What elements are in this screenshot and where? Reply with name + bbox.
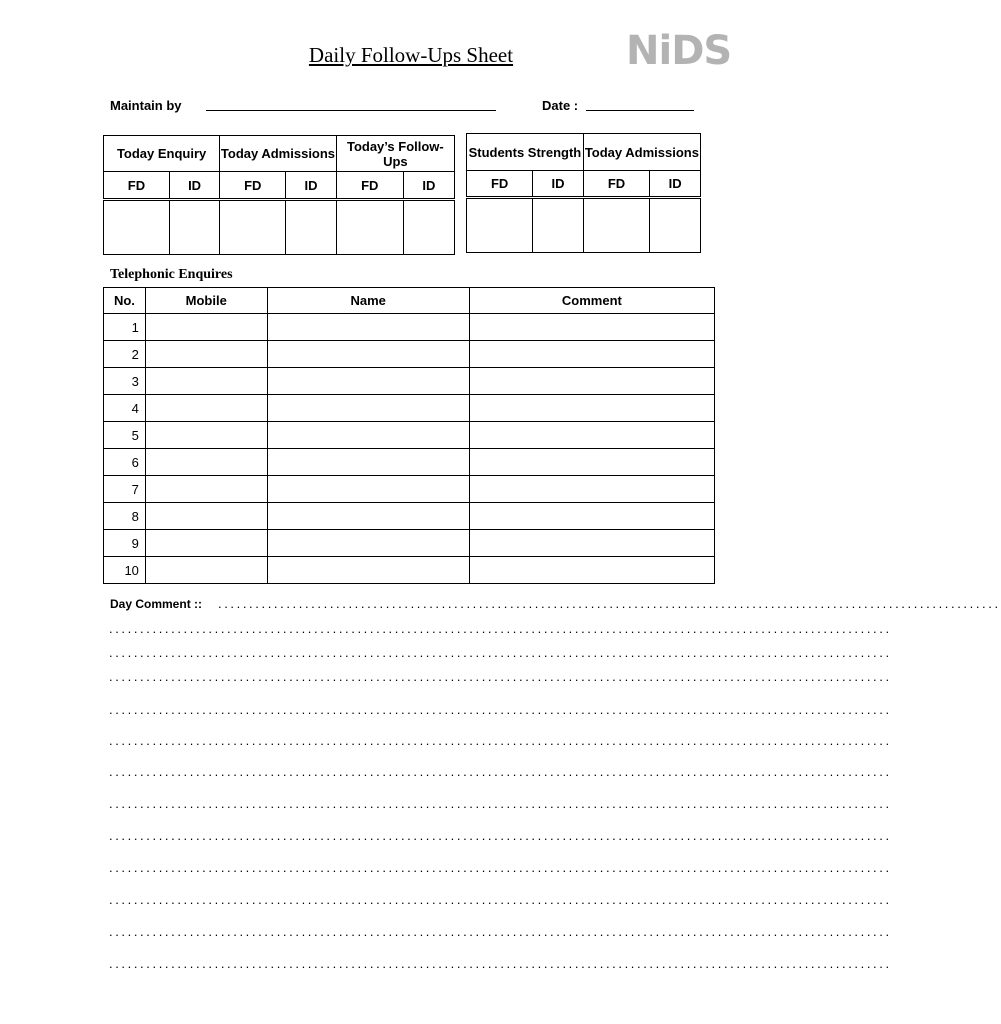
col-group-today-enquiry: Today Enquiry [104,136,220,172]
day-comment-line[interactable]: .............................................................................................................................. [109,796,892,811]
maintain-by-label: Maintain by [110,98,182,113]
name-cell[interactable] [267,368,469,395]
row-number: 10 [104,557,146,584]
subheader-fd: FD [467,171,533,198]
subheader-id: ID [286,172,336,200]
subheader-id: ID [650,171,701,198]
day-comment-line[interactable]: .............................................................................................................................. [109,669,892,684]
mobile-cell[interactable] [145,530,267,557]
day-comment-label: Day Comment :: [110,597,203,611]
comment-cell[interactable] [469,368,714,395]
table-row [104,449,715,476]
mobile-cell[interactable] [145,422,267,449]
subheader-fd: FD [104,172,170,200]
comment-cell[interactable] [469,449,714,476]
table-row [104,476,715,503]
mobile-cell[interactable] [145,395,267,422]
day-comment-line[interactable]: .............................................................................................................................. [109,956,892,971]
column-header-mobile: Mobile [145,288,267,314]
row-number: 9 [104,530,146,557]
name-cell[interactable] [267,476,469,503]
table-row [104,395,715,422]
telephonic-section-title: Telephonic Enquires [110,267,233,282]
telephonic-table [103,287,715,584]
mobile-cell[interactable] [145,476,267,503]
day-comment-line[interactable]: .............................................................................................................................. [218,596,1001,611]
row-number: 8 [104,503,146,530]
col-group-todays-follow-ups: Today’s Follow-Ups [336,136,454,172]
mobile-cell[interactable] [145,503,267,530]
date-field[interactable] [586,110,694,111]
table-row [104,341,715,368]
entry-cell[interactable] [650,198,701,253]
col-group-today-admissions: Today Admissions [583,134,700,171]
mobile-cell[interactable] [145,557,267,584]
name-cell[interactable] [267,530,469,557]
comment-cell[interactable] [469,422,714,449]
comment-cell[interactable] [469,530,714,557]
entry-cell[interactable] [336,200,403,255]
row-number: 7 [104,476,146,503]
entry-cell[interactable] [286,200,336,255]
day-comment-line[interactable]: .............................................................................................................................. [109,828,892,843]
subheader-fd: FD [583,171,649,198]
day-comment-line[interactable]: .............................................................................................................................. [109,733,892,748]
subheader-id: ID [533,171,584,198]
comment-cell[interactable] [469,476,714,503]
entry-cell[interactable] [220,200,286,255]
table-row [104,314,715,341]
mobile-cell[interactable] [145,314,267,341]
comment-cell[interactable] [469,395,714,422]
day-comment-line[interactable]: .............................................................................................................................. [109,702,892,717]
summary-table-left [103,135,455,255]
subheader-id: ID [169,172,219,200]
row-number: 5 [104,422,146,449]
comment-cell[interactable] [469,557,714,584]
subheader-fd: FD [336,172,403,200]
mobile-cell[interactable] [145,341,267,368]
date-label: Date : [542,98,579,113]
col-group-students-strength: Students Strength [467,134,584,171]
table-row [104,557,715,584]
day-comment-line[interactable]: .............................................................................................................................. [109,645,892,660]
day-comment-line[interactable]: .............................................................................................................................. [109,621,892,636]
maintain-by-field[interactable] [206,110,496,111]
name-cell[interactable] [267,449,469,476]
mobile-cell[interactable] [145,368,267,395]
name-cell[interactable] [267,395,469,422]
entry-cell[interactable] [583,198,649,253]
name-cell[interactable] [267,314,469,341]
subheader-id: ID [403,172,454,200]
summary-table-right [466,133,701,253]
day-comment-line[interactable]: .............................................................................................................................. [109,924,892,939]
mobile-cell[interactable] [145,449,267,476]
nids-logo: NiDS [626,28,732,74]
name-cell[interactable] [267,557,469,584]
column-header-no: No. [104,288,146,314]
name-cell[interactable] [267,422,469,449]
name-cell[interactable] [267,503,469,530]
comment-cell[interactable] [469,503,714,530]
comment-cell[interactable] [469,341,714,368]
column-header-name: Name [267,288,469,314]
row-number: 4 [104,395,146,422]
entry-cell[interactable] [467,198,533,253]
entry-cell[interactable] [104,200,170,255]
comment-cell[interactable] [469,314,714,341]
page-title: Daily Follow-Ups Sheet [308,43,514,67]
column-header-comment: Comment [469,288,714,314]
day-comment-line[interactable]: .............................................................................................................................. [109,860,892,875]
day-comment-line[interactable]: .............................................................................................................................. [109,764,892,779]
table-row [104,530,715,557]
row-number: 3 [104,368,146,395]
table-row [104,422,715,449]
row-number: 6 [104,449,146,476]
col-group-today-admissions: Today Admissions [220,136,337,172]
table-row [104,503,715,530]
table-row [104,368,715,395]
row-number: 1 [104,314,146,341]
entry-cell[interactable] [403,200,454,255]
name-cell[interactable] [267,341,469,368]
row-number: 2 [104,341,146,368]
day-comment-line[interactable]: .............................................................................................................................. [109,892,892,907]
subheader-fd: FD [220,172,286,200]
entry-cell[interactable] [533,198,584,253]
entry-cell[interactable] [169,200,219,255]
